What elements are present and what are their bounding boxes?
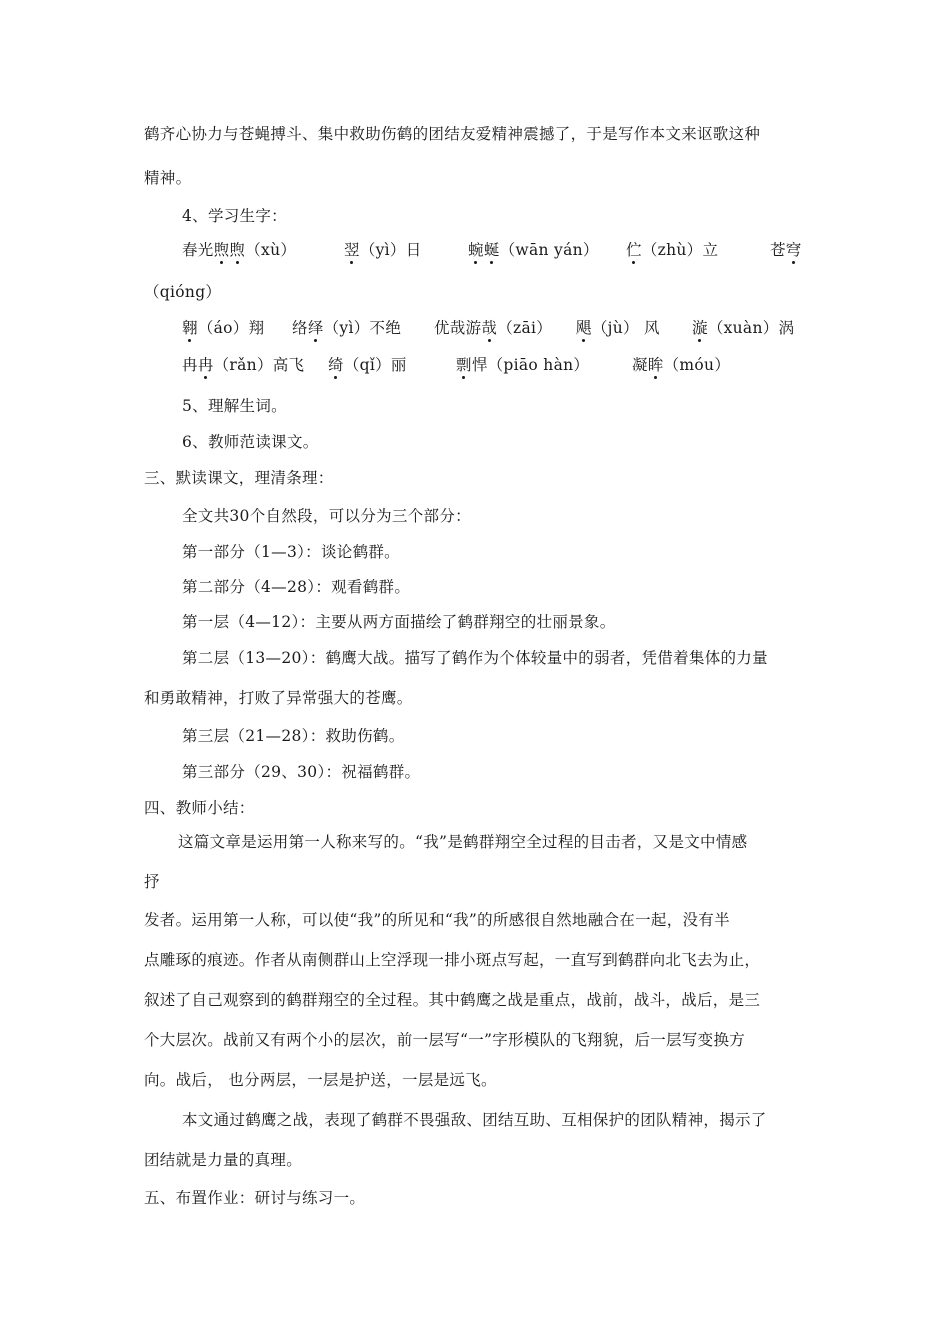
- section-3-summary: 全文共30个自然段，可以分为三个部分：: [182, 507, 471, 525]
- step-6: 6、教师范读课文。: [182, 433, 319, 451]
- vocab-row-3: [182, 355, 731, 375]
- summary-p1-line-5: 叙述了自己观察到的鹤群翔空的全过程。其中鹤鹰之战是重点，战前，战斗，战后，是三: [144, 991, 761, 1009]
- step-4-title: 4、学习生字：: [182, 207, 287, 225]
- vocab-item: 翱（áo）翔: [182, 319, 265, 337]
- section-3-layer-2-line-1: 第二层（13—20）：鹤鹰大战。描写了鹤作为个体较量中的弱者，凭借着集体的力量: [182, 649, 768, 667]
- vocab-item: 冉冉（rǎn）高飞: [182, 356, 305, 374]
- section-5-title: 五、布置作业：研讨与练习一。: [144, 1189, 366, 1207]
- vocab-item: 漩（xuàn）涡: [692, 319, 795, 337]
- section-3-part-3: 第三部分（29、30）：祝福鹤群。: [182, 763, 421, 781]
- summary-p1-line-4: 点雕琢的痕迹。作者从南侧群山上空浮现一排小斑点写起，一直写到鹤群向北飞去为止，: [144, 951, 761, 969]
- summary-p1-line-3: 发者。运用第一人称，可以使“我”的所见和“我”的所感很自然地融合在一起，没有半: [144, 911, 730, 929]
- vocab-item: （qióng）: [144, 283, 222, 301]
- summary-p1-line-7: 向。战后， 也分两层，一层是护送，一层是远飞。: [144, 1071, 497, 1089]
- vocab-item: 络绎（yì）不绝: [292, 319, 402, 337]
- section-3-part-2: 第二部分（4—28）：观看鹤群。: [182, 578, 411, 596]
- section-3-title: 三、默读课文，理清条理：: [144, 469, 334, 487]
- vocab-row-2: [182, 318, 795, 338]
- section-3-layer-3: 第三层（21—28）：救助伤鹤。: [182, 727, 405, 745]
- vocab-item: 伫（zhù）立: [626, 241, 719, 259]
- vocab-item: 剽悍（piāo hàn）: [456, 356, 590, 374]
- vocab-row-1-continued: [144, 282, 221, 302]
- summary-p2-line-1: 本文通过鹤鹰之战，表现了鹤群不畏强敌、团结互助、互相保护的团队精神，揭示了: [182, 1111, 767, 1129]
- summary-p1-line-2: 抒: [144, 873, 160, 891]
- summary-p1-line-6: 个大层次。战前又有两个小的层次，前一层写“一”字形模队的飞翔貌，后一层写变换方: [144, 1031, 746, 1049]
- summary-p1-line-1: 这篇文章是运用第一人称来写的。“我”是鹤群翔空全过程的目击者，又是文中情感: [178, 833, 748, 851]
- vocab-row-1: [182, 240, 802, 260]
- vocab-item: 翌（yì）日: [344, 241, 422, 259]
- section-3-layer-1: 第一层（4—12）：主要从两方面描绘了鹤群翔空的壮丽景象。: [182, 613, 616, 631]
- intro-line-1: 鹤齐心协力与苍蝇搏斗、集中救助伤鹤的团结友爱精神震撼了，于是写作本文来讴歌这种: [144, 125, 761, 143]
- section-3-part-1: 第一部分（1—3）：谈论鹤群。: [182, 543, 400, 561]
- vocab-item: 苍穹: [770, 241, 802, 259]
- section-3-layer-2-line-2: 和勇敢精神，打败了异常强大的苍鹰。: [144, 689, 413, 707]
- vocab-item: 飓（jù） 风: [576, 319, 660, 337]
- section-4-title: 四、教师小结：: [144, 799, 255, 817]
- intro-line-2: 精神。: [144, 169, 192, 187]
- vocab-item: 蜿蜒（wān yán）: [468, 241, 599, 259]
- vocab-item: 凝眸（móu）: [632, 356, 731, 374]
- vocab-item: 春光煦煦（xù）: [182, 241, 297, 259]
- step-5: 5、理解生词。: [182, 397, 287, 415]
- vocab-item: 优哉游哉（zāi）: [434, 319, 553, 337]
- summary-p2-line-2: 团结就是力量的真理。: [144, 1151, 303, 1169]
- vocab-item: 绮（qǐ）丽: [328, 356, 407, 374]
